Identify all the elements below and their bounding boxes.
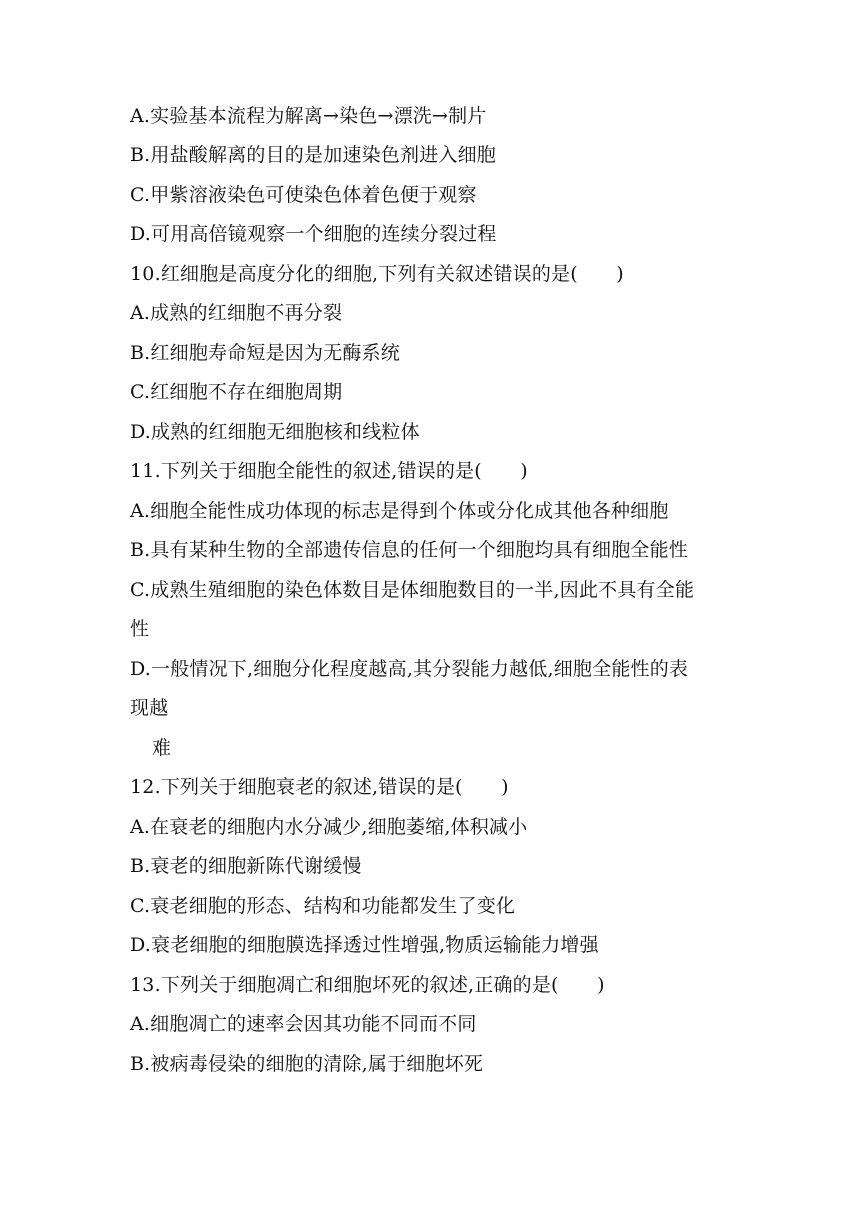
- option-d-q11-continued-2: 难: [152, 737, 172, 759]
- option-b-q13: B.被病毒侵染的细胞的清除,属于细胞坏死: [130, 1053, 484, 1075]
- question-12: 12.下列关于细胞衰老的叙述,错误的是( ): [130, 776, 509, 798]
- question-11: 11.下列关于细胞全能性的叙述,错误的是( ): [130, 460, 528, 482]
- option-d-q11: D.一般情况下,细胞分化程度越高,其分裂能力越低,细胞全能性的表: [130, 658, 689, 680]
- option-a-q12: A.在衰老的细胞内水分减少,细胞萎缩,体积减小: [130, 816, 528, 838]
- option-c-q11-continued: 性: [130, 618, 150, 640]
- option-d-q11-continued: 现越: [130, 697, 169, 719]
- option-a-q9: A.实验基本流程为解离→染色→漂洗→制片: [130, 105, 487, 127]
- option-b-q9: B.用盐酸解离的目的是加速染色剂进入细胞: [130, 144, 497, 166]
- option-b-q10: B.红细胞寿命短是因为无酶系统: [130, 342, 401, 364]
- option-a-q10: A.成熟的红细胞不再分裂: [130, 302, 343, 324]
- option-a-q11: A.细胞全能性成功体现的标志是得到个体或分化成其他各种细胞: [130, 500, 669, 522]
- option-a-q13: A.细胞凋亡的速率会因其功能不同而不同: [130, 1013, 477, 1035]
- option-c-q12: C.衰老细胞的形态、结构和功能都发生了变化: [130, 895, 516, 917]
- option-d-q10: D.成熟的红细胞无细胞核和线粒体: [130, 421, 420, 443]
- option-c-q9: C.甲紫溶液染色可使染色体着色便于观察: [130, 184, 477, 206]
- option-c-q11: C.成熟生殖细胞的染色体数目是体细胞数目的一半,因此不具有全能: [130, 579, 695, 601]
- question-10: 10.红细胞是高度分化的细胞,下列有关叙述错误的是( ): [130, 263, 624, 285]
- option-b-q12: B.衰老的细胞新陈代谢缓慢: [130, 855, 362, 877]
- option-d-q12: D.衰老细胞的细胞膜选择透过性增强,物质运输能力增强: [130, 934, 599, 956]
- option-c-q10: C.红细胞不存在细胞周期: [130, 381, 343, 403]
- question-13: 13.下列关于细胞凋亡和细胞坏死的叙述,正确的是( ): [130, 974, 605, 996]
- option-b-q11: B.具有某种生物的全部遗传信息的任何一个细胞均具有细胞全能性: [130, 539, 689, 561]
- option-d-q9: D.可用高倍镜观察一个细胞的连续分裂过程: [130, 223, 497, 245]
